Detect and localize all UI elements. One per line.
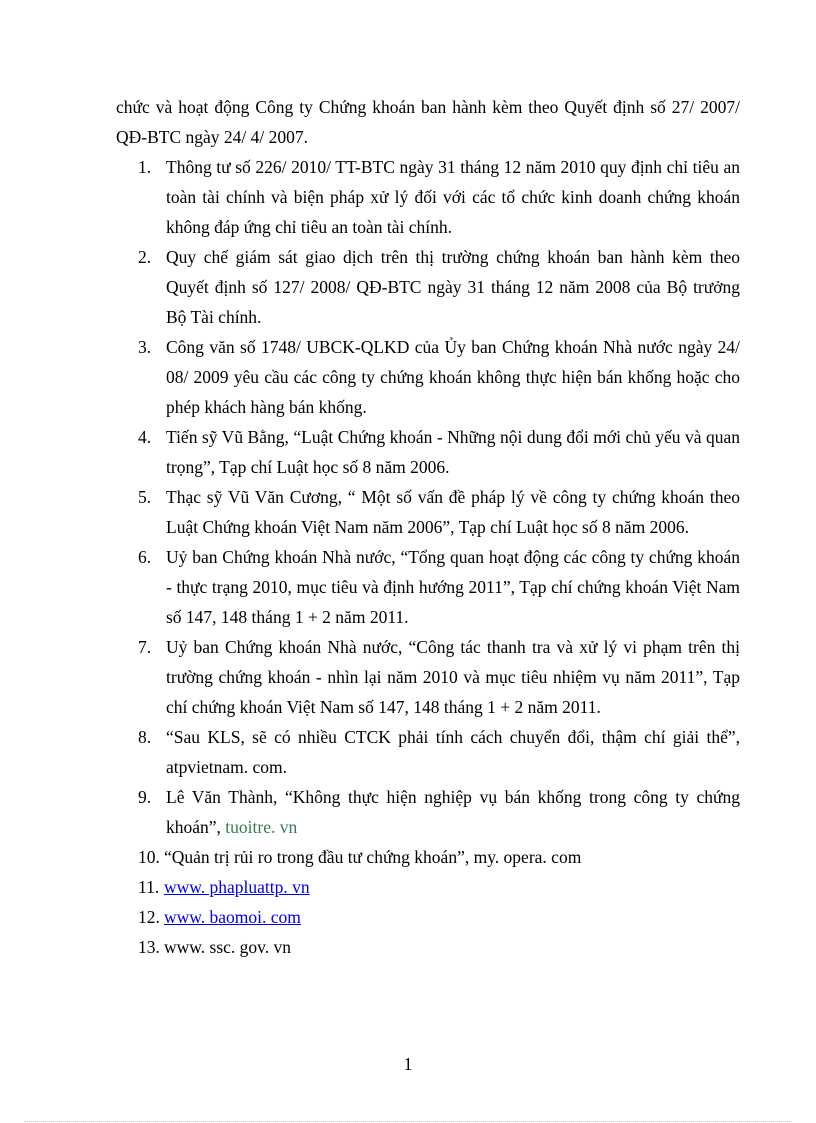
- reference-number: 9.: [138, 787, 152, 807]
- reference-source-link[interactable]: tuoitre. vn: [225, 817, 298, 837]
- reference-item: [138, 242, 740, 332]
- intro-paragraph: chức và hoạt động Công ty Chứng khoán ban hành kèm theo Quyết định số 27/ 2007/ QĐ-BTC ngày 24/ 4/ 2007.: [116, 97, 740, 147]
- reference-text: www. ssc. gov. vn: [164, 937, 292, 957]
- reference-item: [138, 542, 740, 632]
- reference-text: Uỷ ban Chứng khoán Nhà nước, “Tổng quan hoạt động các công ty chứng khoán - thực trạng 2010, mục tiêu và định hướng 2011”, Tạp chí chứng khoán Việt Nam số 147, 148 tháng 1 + 2 năm 2011.: [166, 547, 740, 627]
- reference-number: 5.: [138, 487, 152, 507]
- reference-text: Thạc sỹ Vũ Văn Cương, “ Một số vấn đề pháp lý về công ty chứng khoán theo Luật Chứng khoán Việt Nam năm 2006”, Tạp chí Luật học số 8 năm 2006.: [166, 487, 740, 537]
- reference-link[interactable]: www. phapluattp. vn: [164, 877, 310, 897]
- reference-item: [138, 782, 740, 842]
- reference-number: 4.: [138, 427, 152, 447]
- reference-number: 1.: [138, 157, 152, 177]
- reference-item: [138, 932, 740, 962]
- reference-list: [138, 152, 740, 962]
- page-number: 1: [403, 1054, 413, 1074]
- reference-text: Công văn số 1748/ UBCK-QLKD của Ủy ban Chứng khoán Nhà nước ngày 24/ 08/ 2009 yêu cầu các công ty chứng khoán không thực hiện bán khống hoặc cho phép khách hàng bán khống.: [166, 337, 740, 417]
- reference-text: “Sau KLS, sẽ có nhiều CTCK phải tính cách chuyển đổi, thậm chí giải thể”, atpvietnam. com.: [166, 727, 740, 777]
- reference-link[interactable]: www. baomoi. com: [164, 907, 301, 927]
- reference-number: 11.: [138, 877, 160, 897]
- reference-item: [138, 902, 740, 932]
- reference-text: Thông tư số 226/ 2010/ TT-BTC ngày 31 tháng 12 năm 2010 quy định chỉ tiêu an toàn tài chính và biện pháp xử lý đối với các tổ chức kinh doanh chứng khoán không đáp ứng chỉ tiêu an toàn tài chính.: [166, 157, 740, 237]
- reference-item: [138, 872, 740, 902]
- reference-text: Lê Văn Thành, “Không thực hiện nghiệp vụ bán khống trong công ty chứng khoán”,: [166, 787, 740, 837]
- reference-item: [138, 332, 740, 422]
- reference-number: 3.: [138, 337, 152, 357]
- reference-number: 8.: [138, 727, 152, 747]
- reference-text: “Quản trị rủi ro trong đầu tư chứng khoán”, my. opera. com: [164, 847, 582, 867]
- reference-item: [138, 842, 740, 872]
- reference-text: Uỷ ban Chứng khoán Nhà nước, “Công tác thanh tra và xử lý vi phạm trên thị trường chứng khoán - nhìn lại năm 2010 và mục tiêu nhiệm vụ năm 2011”, Tạp chí chứng khoán Việt Nam số 147, 148 tháng 1 + 2 năm 2011.: [166, 637, 740, 717]
- reference-item: [138, 482, 740, 542]
- reference-number: 7.: [138, 637, 152, 657]
- page-bottom-rule: [24, 1121, 792, 1122]
- reference-number: 6.: [138, 547, 152, 567]
- reference-item: [138, 152, 740, 242]
- reference-item: [138, 722, 740, 782]
- reference-item: [138, 422, 740, 482]
- reference-number: 13.: [138, 937, 160, 957]
- reference-text: Tiến sỹ Vũ Bằng, “Luật Chứng khoán - Những nội dung đổi mới chủ yếu và quan trọng”, Tạp chí Luật học số 8 năm 2006.: [166, 427, 740, 477]
- reference-number: 12.: [138, 907, 160, 927]
- reference-number: 10.: [138, 847, 160, 867]
- reference-item: [138, 632, 740, 722]
- reference-text: Quy chế giám sát giao dịch trên thị trường chứng khoán ban hành kèm theo Quyết định số 127/ 2008/ QĐ-BTC ngày 31 tháng 12 năm 2008 của Bộ trưởng Bộ Tài chính.: [166, 247, 740, 327]
- reference-number: 2.: [138, 247, 152, 267]
